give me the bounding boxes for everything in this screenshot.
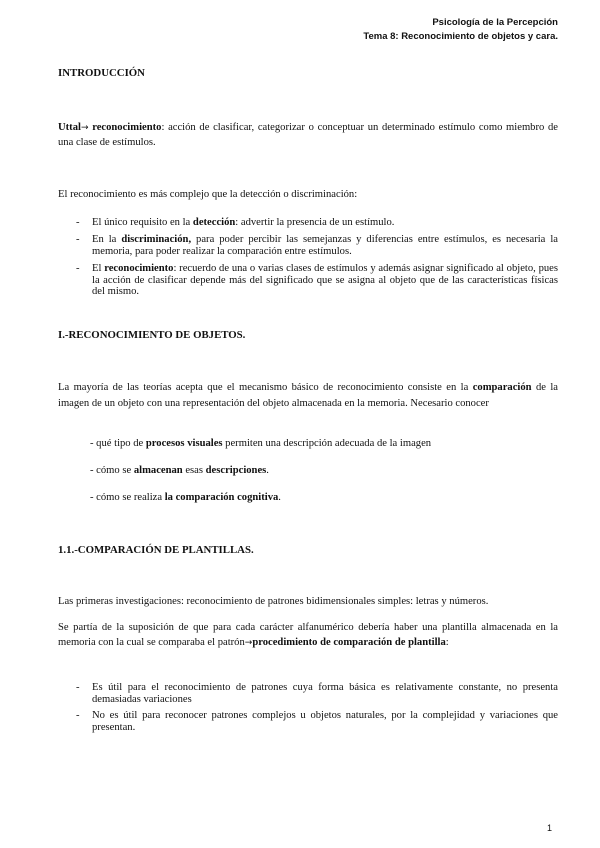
- arrow-icon: →: [80, 123, 89, 133]
- section11-bullet-2: [76, 710, 558, 733]
- uttal-name: Uttal: [58, 122, 81, 133]
- dash-marker: -: [76, 710, 80, 721]
- section1-item-3: - cómo se realiza la comparación cognitiva.: [90, 492, 281, 503]
- section11-bullet-1: [76, 682, 558, 705]
- running-header-course: Psicología de la Percepción: [432, 17, 558, 28]
- uttal-term: reconocimiento: [92, 122, 162, 133]
- bullet-text: Es útil para el reconocimiento de patrones cuya forma básica es relativamente constante, no presenta demasiadas variaciones: [92, 682, 558, 705]
- bullet-text: En la discriminación, para poder percibir las semejanzas y diferencias entre estímulos, es necesaria la memoria, para poder realizar la comparación entre estímulos.: [92, 234, 558, 257]
- uttal-definition: [58, 121, 558, 150]
- section11-paragraph-1: Las primeras investigaciones: reconocimiento de patrones bidimensionales simples: letras y números.: [58, 596, 489, 607]
- running-header-topic: Tema 8: Reconocimiento de objetos y cara.: [363, 31, 558, 42]
- section1-item-1: - qué tipo de procesos visuales permiten una descripción adecuada de la imagen: [90, 438, 432, 449]
- arrow-icon: →: [244, 637, 253, 648]
- dash-marker: -: [76, 234, 80, 245]
- dash-marker: -: [76, 263, 80, 274]
- section1-item-2: - cómo se almacenan esas descripciones.: [90, 465, 269, 476]
- section11-heading: 1.1.-COMPARACIÓN DE PLANTILLAS.: [58, 544, 254, 556]
- complex-sentence: El reconocimiento es más complejo que la detección o discriminación:: [58, 189, 358, 200]
- dash-marker: -: [76, 217, 80, 228]
- section1-paragraph: La mayoría de las teorías acepta que el mecanismo básico de reconocimiento consiste en la comparación de la imagen de un objeto con una representación del objeto almacenada en la memoria. Necesario conocer: [58, 382, 558, 409]
- intro-bullet-3: [76, 263, 558, 298]
- dash-marker: -: [76, 682, 80, 693]
- section1-heading: I.-RECONOCIMIENTO DE OBJETOS.: [58, 329, 246, 341]
- uttal-def-text: : acción de clasificar, categorizar o conceptuar un determinado estímulo como miembro de una clase de estímulos.: [58, 122, 558, 148]
- intro-bullet-2: [76, 234, 558, 257]
- bullet-text: No es útil para reconocer patrones complejos u objetos naturales, por la complejidad y variaciones que presentan.: [92, 710, 558, 733]
- intro-heading: INTRODUCCIÓN: [58, 67, 145, 79]
- bullet-text: El único requisito en la detección: advertir la presencia de un estímulo.: [92, 217, 395, 228]
- bullet-text: El reconocimiento: recuerdo de una o varias clases de estímulos y además asignar significado al objeto, pues la acción de clasificar depende más del significado que se asigna al objeto que de las características físicas del mismo.: [92, 263, 558, 297]
- page-number: 1: [546, 823, 552, 833]
- intro-bullet-1: [76, 217, 558, 229]
- section11-paragraph-2: Se partía de la suposición de que para cada carácter alfanumérico debería haber una plantilla almacenada en la memoria con la cual se comparaba el patrón→procedimiento de comparación de plantilla:: [58, 622, 558, 648]
